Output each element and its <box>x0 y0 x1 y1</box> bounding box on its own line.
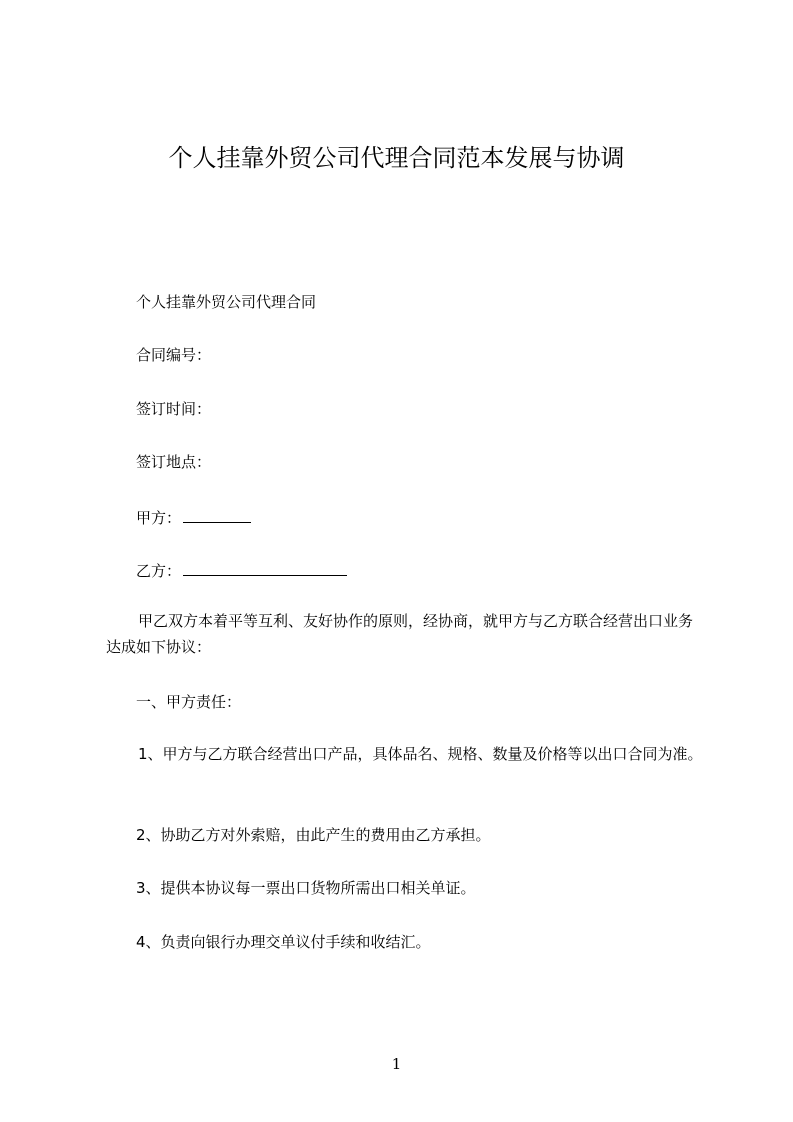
sign-time-label: 签订时间： <box>136 400 212 418</box>
page-number: 1 <box>391 1055 402 1073</box>
item-4: 4、负责向银行办理交单议付手续和收结汇。 <box>136 933 431 951</box>
party-b-label: 乙方： <box>136 562 182 580</box>
document-title: 个人挂靠外贸公司代理合同范本发展与协调 <box>168 144 625 172</box>
sign-place-label: 签订地点： <box>136 453 212 471</box>
intro-paragraph: 甲乙双方本着平等互利、友好协作的原则，经协商，就甲方与乙方联合经营出口业务达成如下协议： <box>106 612 694 656</box>
party-a-blank-line <box>183 506 251 523</box>
contract-number-label: 合同编号： <box>136 346 212 364</box>
contract-name: 个人挂靠外贸公司代理合同 <box>136 293 317 311</box>
item-1: 1、甲方与乙方联合经营出口产品，具体品名、规格、数量及价格等以出口合同为准。 <box>138 745 703 763</box>
section1-heading: 一、甲方责任： <box>136 693 242 711</box>
item-3: 3、提供本协议每一票出口货物所需出口相关单证。 <box>136 879 476 897</box>
item-2: 2、协助乙方对外索赔，由此产生的费用由乙方承担。 <box>136 826 491 844</box>
party-b-blank-line <box>183 559 347 576</box>
party-a-row <box>136 506 251 528</box>
party-a-label: 甲方： <box>136 509 182 527</box>
party-b-row <box>136 559 347 581</box>
